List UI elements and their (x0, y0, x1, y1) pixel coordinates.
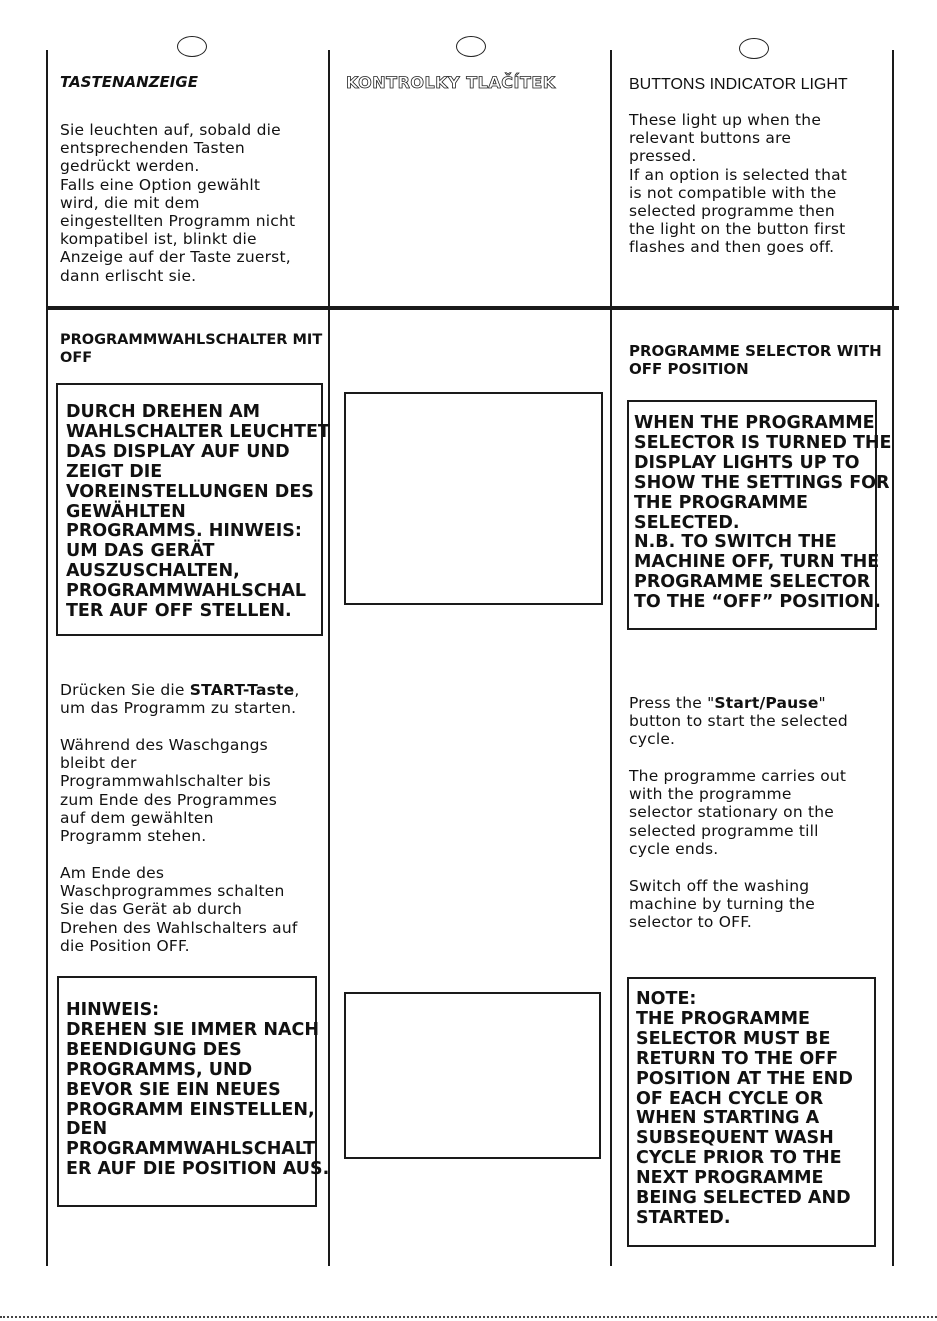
language-marker-cz (456, 36, 486, 57)
en-note-box-2-text: NOTE: THE PROGRAMME SELECTOR MUST BE RETURN TO THE OFF POSITION AT THE END OF EACH CYCLE OR WHEN STARTING A SUBSEQUENT WASH CYCLE PRIOR TO THE NEXT PROGRAMME BEING SELECTED AND STARTED. (636, 989, 853, 1228)
de-start-text (60, 681, 300, 717)
column-divider-left (46, 50, 48, 1266)
column-divider-middle-right (610, 50, 612, 1266)
de-start-post: , um das Programm zu starten. (60, 681, 300, 718)
de-section1-title: TASTENANZEIGE (60, 73, 198, 91)
de-paragraph-2: Während des Waschgangs bleibt der Programmwahlschalter bis zum Ende des Programmes auf dem gewählten Programm stehen. (60, 736, 277, 846)
de-note-box-1-text: DURCH DREHEN AM WAHLSCHALTER LEUCHTET DAS DISPLAY AUF UND ZEIGT DIE VOREINSTELLUNGEN DES GEWÄHLTEN PROGRAMMS. HINWEIS: UM DAS GERÄT AUSZUSCHALTEN, PROGRAMMWAHLSCHAL TER AUF OFF STELLEN. (66, 402, 330, 622)
en-note-box-1-text: WHEN THE PROGRAMME SELECTOR IS TURNED THE DISPLAY LIGHTS UP TO SHOW THE SETTINGS FOR THE PROGRAMME SELECTED. N.B. TO SWITCH THE MACHINE OFF, TURN THE PROGRAMME SELECTOR TO THE “OFF” POSITION. (634, 413, 892, 613)
en-paragraph-2: The programme carries out with the programme selector stationary on the selected programme till cycle ends. (629, 767, 847, 858)
en-start-post: " button to start the selected cycle. (629, 694, 848, 749)
en-section1-text: These light up when the relevant buttons are pressed. If an option is selected that is not compatible with the selected programme then the light on the button first flashes and then goes off. (629, 111, 848, 257)
cz-section1-title: KONTROLKY TLAČÍTEK (346, 73, 556, 92)
section-divider (46, 306, 899, 310)
page-bottom-dotted-rule (0, 1316, 937, 1318)
column-divider-right (892, 50, 894, 1266)
en-section1-title: BUTTONS INDICATOR LIGHT (629, 76, 848, 93)
en-start-text (629, 694, 848, 749)
language-marker-en (739, 38, 769, 59)
de-section2-title: PROGRAMMWAHLSCHALTER MIT OFF (60, 332, 323, 366)
cz-empty-box-1 (344, 392, 603, 605)
de-paragraph-3: Am Ende des Waschprogrammes schalten Sie das Gerät ab durch Drehen des Wahlschalters auf die Position OFF. (60, 864, 298, 955)
de-note-box-2-text: HINWEIS: DREHEN SIE IMMER NACH BEENDIGUNG DES PROGRAMMS, UND BEVOR SIE EIN NEUES PROGRAMM EINSTELLEN, DEN PROGRAMMWAHLSCHALT ER AUF DIE POSITION AUS. (66, 1000, 330, 1180)
en-start-pre: Press the " (629, 694, 715, 712)
de-start-pre: Drücken Sie die (60, 681, 190, 699)
de-start-button-name: START-Taste (189, 681, 295, 699)
de-section1-text: Sie leuchten auf, sobald die entsprechenden Tasten gedrückt werden. Falls eine Option gewählt wird, die mit dem eingestellten Programm nicht kompatibel ist, blinkt die Anzeige auf der Taste zuerst, dann erlischt sie. (60, 121, 296, 285)
cz-empty-box-2 (344, 992, 601, 1159)
en-paragraph-3: Switch off the washing machine by turning the selector to OFF. (629, 877, 816, 932)
en-section2-title: PROGRAMME SELECTOR WITH OFF POSITION (629, 342, 882, 378)
language-marker-de (177, 36, 207, 57)
en-start-button-name: Start/Pause (714, 694, 819, 712)
